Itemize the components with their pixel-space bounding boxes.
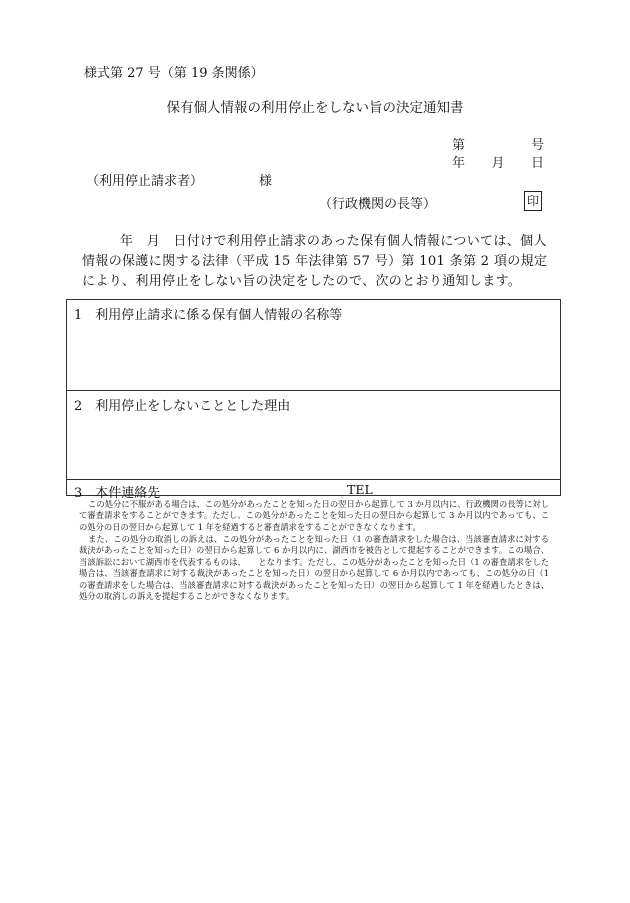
date-year: 年 <box>452 156 466 171</box>
lawsuit-note: また、この処分の取消しの訴えは、この処分があったことを知った日（1 の審査請求をした場合は、当該審査請求に対する裁決があったことを知った日）の翌日から起算して 6 か月以内に、湖西市を被告として提起することができます。この場合、当該訴訟において湖西市を代表するものは、 となります。ただし、この処分があったことを知った日（1 の審査請求をした場合は、当該審査請求に対する裁決があったことを知った日）の翌日から起算して 6 か月以内であっても、この処分の日（1 の審査請求をした場合は、当該審査請求に対する裁決があったことを知った日）の翌日から起算して 1 年を経過したときは、処分の取消しの訴えを提起することができなくなります。 <box>79 534 549 602</box>
document-date <box>452 152 544 171</box>
date-day: 日 <box>530 156 544 171</box>
sender-label: （行政機関の長等） <box>319 197 437 212</box>
notice-body: 年 月 日付けで利用停止請求のあった保有個人情報については、個人情報の保護に関する法律（平成 15 年法律第 57 号）第 101 条第 2 項の規定により、利用停止をしない旨の決定をしたので、次のとおり通知します。 <box>82 234 548 289</box>
document-title: 保有個人情報の利用停止をしない旨の決定通知書 <box>166 100 464 116</box>
form-number: 様式第 27 号（第 19 条関係） <box>84 66 264 81</box>
appeal-note: この処分に不服がある場合は、この処分があったことを知った日の翌日から起算して 3 か月以内に、行政機関の長等に対して審査請求をすることができます。ただし、この処分があったことを知った日の翌日から起算して 3 か月以内であっても、この処分の日の翌日から起算して 1 年を経過すると審査請求をすることができなくなります。 <box>79 499 549 532</box>
section-contact: 3 本件連絡先 <box>74 486 161 501</box>
tel-label: TEL <box>347 482 373 497</box>
date-month: 月 <box>491 156 505 171</box>
honorific: 様 <box>259 174 273 189</box>
doc-number-prefix: 第 <box>452 138 466 153</box>
doc-number-suffix: 号 <box>530 138 544 153</box>
section-info-name: 1 利用停止請求に係る保有個人情報の名称等 <box>74 308 343 323</box>
addressee-label: （利用停止請求者） <box>86 174 204 189</box>
section-reason: 2 利用停止をしないこととした理由 <box>74 399 291 414</box>
table-divider <box>67 479 561 480</box>
seal-box: 印 <box>524 191 542 211</box>
table-divider <box>67 390 561 391</box>
document-number <box>452 134 544 153</box>
